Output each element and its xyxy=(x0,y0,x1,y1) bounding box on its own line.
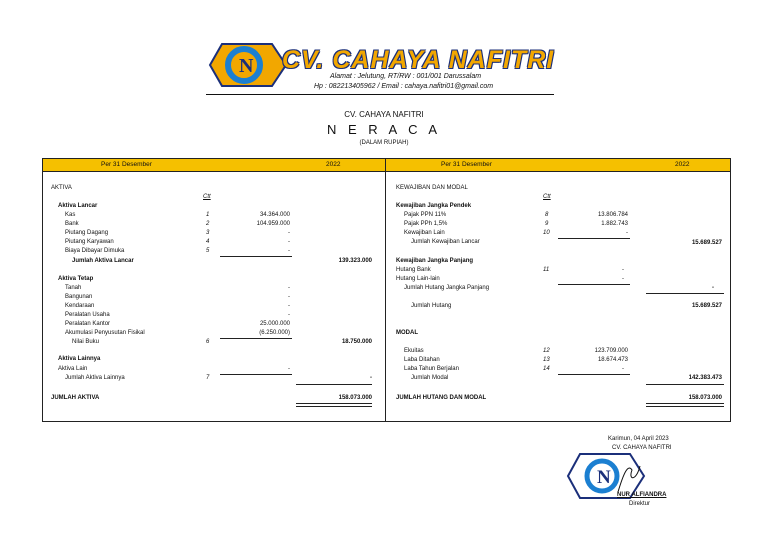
liability-note: 9 xyxy=(545,221,549,227)
total-assets-value: 158.073.000 xyxy=(338,395,372,401)
current-total-label: Jumlah Aktiva Lancar xyxy=(72,258,134,264)
other-total-label: Jumlah Aktiva Lainnya xyxy=(65,375,125,381)
liability-value: 13.806.784 xyxy=(597,212,628,218)
other-asset-value: - xyxy=(288,366,290,372)
asset-label: Piutang Karyawan xyxy=(65,239,114,245)
asset-value: 34.364.000 xyxy=(259,212,290,218)
other-assets-title: Aktiva Lainnya xyxy=(58,356,101,362)
asset-label: Bank xyxy=(65,221,79,227)
debt-total-value: 15.689.527 xyxy=(691,303,722,309)
balance-sheet-table xyxy=(42,158,731,422)
section-aktiva: AKTIVA xyxy=(51,185,72,191)
fixed-asset-value: - xyxy=(288,312,290,318)
asset-value: 104.959.000 xyxy=(256,221,290,227)
report-title: N E R A C A xyxy=(326,122,442,137)
equity-value: - xyxy=(622,366,624,372)
svg-text:N: N xyxy=(597,467,611,488)
current-assets-title: Aktiva Lancar xyxy=(58,203,98,209)
other-asset-label: Aktiva Lain xyxy=(58,366,88,372)
long-total-label: Jumlah Hutang Jangka Panjang xyxy=(404,285,490,291)
liability-label: Pajak PPh 1,5% xyxy=(404,221,448,227)
equity-value: 123.709.000 xyxy=(594,348,628,354)
fixed-assets-title: Aktiva Tetap xyxy=(58,276,94,282)
liability-label: Kewajiban Lain xyxy=(404,230,445,236)
equity-total-value: 142.383.473 xyxy=(688,375,722,381)
asset-note: 5 xyxy=(206,248,210,254)
signatory-role: Direktur xyxy=(629,501,651,507)
asset-value: - xyxy=(288,230,290,236)
long-liability-note: 11 xyxy=(543,267,550,273)
right-period: Per 31 Desember xyxy=(441,161,492,168)
equity-total-label: Jumlah Modal xyxy=(411,375,449,381)
subtotal-rule xyxy=(220,256,292,257)
equity-value: 18.674.473 xyxy=(597,357,628,363)
note-header-right: Ctt xyxy=(543,194,551,200)
current-total-value: 139.323.000 xyxy=(338,258,372,264)
liability-value: 1.882.743 xyxy=(601,221,628,227)
fixed-asset-value: - xyxy=(288,303,290,309)
equity-label: Laba Tahun Berjalan xyxy=(404,366,459,372)
total-rule xyxy=(296,384,372,385)
book-value: 18.750.000 xyxy=(341,339,372,345)
letterhead-contact: Hp : 082213405962 / Email : cahaya.nafitri01@gmail.com xyxy=(314,83,494,90)
table-header xyxy=(42,158,731,172)
equity-title: MODAL xyxy=(396,330,418,336)
equity-label: Laba Ditahan xyxy=(404,357,440,363)
other-total-note: 7 xyxy=(206,375,210,381)
company-logo xyxy=(208,42,288,88)
signature-company: CV. CAHAYA NAFITRI xyxy=(612,445,672,451)
fixed-asset-label: Peralatan Usaha xyxy=(65,312,110,318)
subtotal-rule xyxy=(220,338,292,339)
total-double-rule xyxy=(296,403,372,407)
liability-label: Pajak PPN 11% xyxy=(404,212,447,218)
total-double-rule xyxy=(646,403,724,407)
fixed-asset-label: Kendaraan xyxy=(65,303,95,309)
equity-note: 13 xyxy=(543,357,550,363)
subtotal-rule xyxy=(220,374,292,375)
fixed-asset-value: 25.000.000 xyxy=(259,321,290,327)
equity-note: 14 xyxy=(543,366,550,372)
right-year: 2022 xyxy=(675,161,690,168)
left-year: 2022 xyxy=(326,161,341,168)
short-total-label: Jumlah Kewajiban Lancar xyxy=(411,239,480,245)
fixed-asset-label: Akumulasi Penyusutan Fisikal xyxy=(65,330,145,336)
subtotal-rule xyxy=(558,284,630,285)
report-subtitle: (DALAM RUPIAH) xyxy=(359,140,409,146)
long-liability-value: - xyxy=(622,276,624,282)
total-liabilities-label: JUMLAH HUTANG DAN MODAL xyxy=(396,395,487,401)
equity-note: 12 xyxy=(543,348,550,354)
long-liability-label: Hutang Lain-lain xyxy=(396,276,440,282)
asset-label: Kas xyxy=(65,212,76,218)
book-value-note: 6 xyxy=(206,339,210,345)
total-assets-label: JUMLAH AKTIVA xyxy=(51,395,100,401)
signatory-name: NUR ALFIANDRA xyxy=(617,492,667,498)
liability-value: - xyxy=(626,230,628,236)
total-liabilities-value: 158.073.000 xyxy=(688,395,722,401)
svg-text:N: N xyxy=(239,55,254,77)
fixed-asset-label: Bangunan xyxy=(65,294,93,300)
liability-note: 10 xyxy=(543,230,550,236)
short-term-title: Kewajiban Jangka Pendek xyxy=(396,203,472,209)
long-term-title: Kewajiban Jangka Panjang xyxy=(396,258,474,264)
fixed-asset-label: Tanah xyxy=(65,285,82,291)
liability-note: 8 xyxy=(545,212,549,218)
long-liability-label: Hutang Bank xyxy=(396,267,431,273)
fixed-asset-value: - xyxy=(288,294,290,300)
debt-total-label: Jumlah Hutang xyxy=(411,303,452,309)
fixed-asset-value: (6.250.000) xyxy=(259,330,290,336)
note-header-left: Ctt xyxy=(203,194,211,200)
brand-name: CV. CAHAYA NAFITRI xyxy=(282,46,555,74)
asset-note: 1 xyxy=(206,212,210,218)
section-liabilities: KEWAJIBAN DAN MODAL xyxy=(396,185,468,191)
asset-value: - xyxy=(288,239,290,245)
fixed-asset-label: Peralatan Kantor xyxy=(65,321,111,327)
subtotal-rule xyxy=(558,374,630,375)
long-liability-value: - xyxy=(622,267,624,273)
short-total-value: 15.689.527 xyxy=(691,240,722,246)
asset-note: 2 xyxy=(206,221,210,227)
asset-note: 4 xyxy=(206,239,210,245)
other-total-value: - xyxy=(370,375,372,381)
book-value-label: Nilai Buku xyxy=(72,339,100,345)
signature-place-date: Karimun, 04 April 2023 xyxy=(608,436,669,442)
asset-label: Biaya Dibayar Dimuka xyxy=(65,248,125,254)
left-period: Per 31 Desember xyxy=(101,161,152,168)
column-divider xyxy=(385,158,386,422)
fixed-asset-value: - xyxy=(288,285,290,291)
total-rule xyxy=(646,384,724,385)
asset-label: Piutang Dagang xyxy=(65,230,109,236)
asset-note: 3 xyxy=(206,230,210,236)
report-company: CV. CAHAYA NAFITRI xyxy=(344,110,424,119)
asset-value: - xyxy=(288,248,290,254)
total-rule xyxy=(646,293,724,294)
letterhead-address: Alamat : Jelutung, RT/RW : 001/001 Darussalam xyxy=(330,73,482,80)
subtotal-rule xyxy=(558,238,630,239)
equity-label: Ekuitas xyxy=(404,348,424,354)
long-total-value: - xyxy=(712,285,714,291)
letterhead-rule xyxy=(206,94,554,95)
